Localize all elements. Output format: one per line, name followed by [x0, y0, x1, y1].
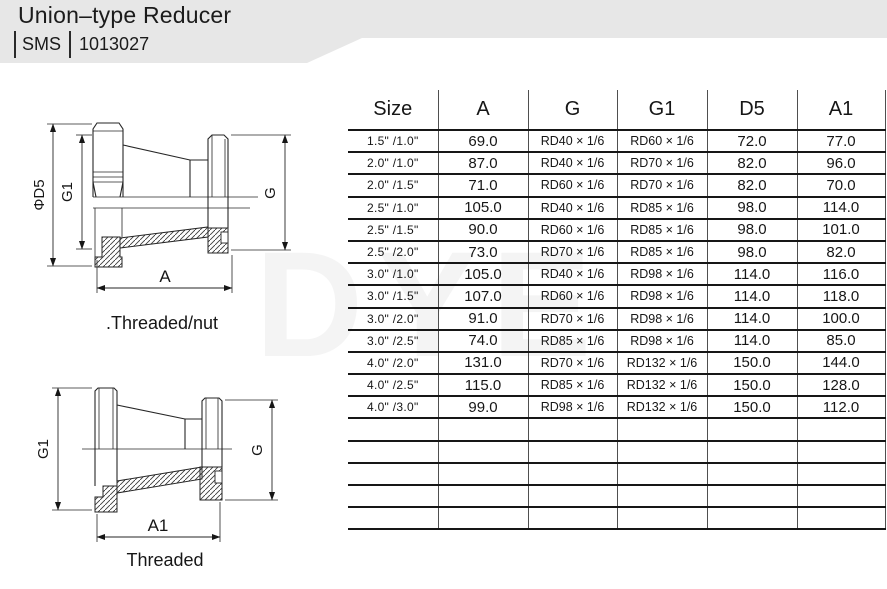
table-cell: 98.0 [707, 197, 797, 219]
table-cell [438, 418, 528, 440]
table-cell: RD40 × 1/6 [528, 197, 617, 219]
table-cell [438, 463, 528, 485]
column-header-a: A [438, 90, 528, 130]
table-cell: RD70 × 1/6 [617, 152, 707, 174]
table-cell [348, 418, 438, 440]
table-cell: RD85 × 1/6 [528, 374, 617, 396]
page-title: Union–type Reducer [18, 2, 232, 28]
table-cell [617, 463, 707, 485]
table-row [348, 263, 885, 285]
column-header-a1: A1 [797, 90, 885, 130]
table-cell: RD132 × 1/6 [617, 352, 707, 374]
reducer-body-outline [117, 398, 222, 467]
table-cell: 150.0 [707, 396, 797, 418]
table-cell: 131.0 [438, 352, 528, 374]
table-row [348, 152, 885, 174]
table-cell: 71.0 [438, 174, 528, 196]
table-row [348, 174, 885, 196]
drawing-threaded-nut [0, 105, 340, 340]
table-cell: 3.0" /1.5" [348, 285, 438, 307]
table-row [348, 418, 885, 440]
table-cell: 114.0 [707, 308, 797, 330]
table-cell [707, 507, 797, 529]
table-cell: 96.0 [797, 152, 885, 174]
table-row [348, 463, 885, 485]
table-cell: RD132 × 1/6 [617, 396, 707, 418]
table-row [348, 130, 885, 152]
table-cell: RD70 × 1/6 [528, 352, 617, 374]
table-row [348, 374, 885, 396]
table-cell [617, 485, 707, 507]
table-cell: RD60 × 1/6 [617, 130, 707, 152]
table-cell [707, 463, 797, 485]
table-cell: RD60 × 1/6 [528, 285, 617, 307]
table-cell [528, 418, 617, 440]
table-cell: 69.0 [438, 130, 528, 152]
table-row [348, 485, 885, 507]
table-cell: 82.0 [797, 241, 885, 263]
column-header-size: Size [348, 90, 438, 130]
table-cell [617, 418, 707, 440]
standard-number: 1013027 [79, 33, 150, 54]
table-cell [707, 418, 797, 440]
spec-table [348, 90, 886, 530]
table-cell: 2.5" /1.0" [348, 197, 438, 219]
table-cell: RD132 × 1/6 [617, 374, 707, 396]
table-cell: 87.0 [438, 152, 528, 174]
table-cell: RD98 × 1/6 [617, 285, 707, 307]
table-cell: 2.5" /2.0" [348, 241, 438, 263]
table-cell [528, 507, 617, 529]
table-cell: 2.0" /1.5" [348, 174, 438, 196]
table-cell: 100.0 [797, 308, 885, 330]
table-cell [438, 441, 528, 463]
table-cell: 116.0 [797, 263, 885, 285]
table-cell [797, 485, 885, 507]
table-cell: 91.0 [438, 308, 528, 330]
table-row [348, 285, 885, 307]
table-cell: 90.0 [438, 219, 528, 241]
table-cell: 105.0 [438, 263, 528, 285]
table-header-row [348, 90, 885, 130]
table-row [348, 197, 885, 219]
table-cell: 70.0 [797, 174, 885, 196]
table-cell: 3.0" /2.5" [348, 330, 438, 352]
table-row [348, 352, 885, 374]
table-row [348, 396, 885, 418]
table-cell: 107.0 [438, 285, 528, 307]
table-cell: 105.0 [438, 197, 528, 219]
table-row [348, 330, 885, 352]
table-cell: RD98 × 1/6 [617, 330, 707, 352]
table-cell [438, 507, 528, 529]
drawing-caption-threaded-nut: .Threaded/nut [105, 313, 219, 333]
table-cell [617, 441, 707, 463]
table-cell: 144.0 [797, 352, 885, 374]
section-hatching [95, 467, 222, 512]
union-nut-outline [93, 123, 123, 197]
table-cell: 150.0 [707, 374, 797, 396]
g1-label: G1 [35, 438, 52, 460]
spec-table-body [348, 130, 885, 529]
table-cell: 4.0" /2.0" [348, 352, 438, 374]
standard-code-row [14, 30, 149, 58]
table-cell: 82.0 [707, 174, 797, 196]
table-cell: 98.0 [707, 241, 797, 263]
table-cell: 2.5" /1.5" [348, 219, 438, 241]
table-row [348, 308, 885, 330]
a-label: A [159, 267, 171, 286]
table-cell: 1.5" /1.0" [348, 130, 438, 152]
g-label: G [262, 187, 279, 199]
table-cell [707, 441, 797, 463]
table-cell [348, 463, 438, 485]
table-cell: 77.0 [797, 130, 885, 152]
g-label: G [249, 444, 266, 456]
table-cell: 114.0 [707, 330, 797, 352]
table-cell: RD60 × 1/6 [528, 219, 617, 241]
table-cell: 128.0 [797, 374, 885, 396]
table-cell: 85.0 [797, 330, 885, 352]
table-cell: RD40 × 1/6 [528, 152, 617, 174]
table-cell [348, 441, 438, 463]
table-cell: RD70 × 1/6 [528, 308, 617, 330]
table-cell: 99.0 [438, 396, 528, 418]
table-cell [797, 441, 885, 463]
table-cell: 4.0" /2.5" [348, 374, 438, 396]
table-row [348, 219, 885, 241]
g1-label: G1 [59, 181, 76, 203]
table-cell: RD70 × 1/6 [528, 241, 617, 263]
section-hatching [95, 227, 228, 267]
table-cell: RD70 × 1/6 [617, 174, 707, 196]
table-row [348, 441, 885, 463]
table-cell: 112.0 [797, 396, 885, 418]
table-cell [797, 463, 885, 485]
table-cell [797, 507, 885, 529]
table-cell: 101.0 [797, 219, 885, 241]
column-header-g1: G1 [617, 90, 707, 130]
table-cell: 82.0 [707, 152, 797, 174]
table-cell: RD85 × 1/6 [617, 241, 707, 263]
table-cell [528, 485, 617, 507]
table-cell: RD40 × 1/6 [528, 263, 617, 285]
reducer-body-outline [123, 135, 228, 228]
dimension-g [225, 400, 278, 500]
table-cell [707, 485, 797, 507]
dimension-g [231, 135, 291, 250]
left-ferrule-outline [95, 388, 117, 486]
table-cell: 73.0 [438, 241, 528, 263]
table-cell: RD85 × 1/6 [617, 219, 707, 241]
table-cell [438, 485, 528, 507]
drawing-caption-threaded: Threaded [126, 550, 204, 570]
dimension-g1 [59, 135, 92, 249]
standard-label: SMS [22, 33, 62, 54]
table-cell: 72.0 [707, 130, 797, 152]
table-cell: 150.0 [707, 352, 797, 374]
table-cell: 115.0 [438, 374, 528, 396]
table-cell: RD85 × 1/6 [617, 197, 707, 219]
table-row [348, 507, 885, 529]
table-cell: RD98 × 1/6 [617, 308, 707, 330]
table-cell: RD60 × 1/6 [528, 174, 617, 196]
drawing-threaded [0, 355, 340, 589]
table-cell: 74.0 [438, 330, 528, 352]
table-cell: 3.0" /1.0" [348, 263, 438, 285]
table-cell: RD98 × 1/6 [528, 396, 617, 418]
table-cell: 114.0 [797, 197, 885, 219]
table-cell [617, 507, 707, 529]
table-cell: 3.0" /2.0" [348, 308, 438, 330]
d5-label: ΦD5 [31, 179, 48, 211]
table-cell: 114.0 [707, 263, 797, 285]
column-header-g: G [528, 90, 617, 130]
table-cell [528, 441, 617, 463]
table-cell [348, 485, 438, 507]
table-row [348, 241, 885, 263]
a1-label: A1 [147, 516, 169, 535]
table-cell: 118.0 [797, 285, 885, 307]
table-cell: RD40 × 1/6 [528, 130, 617, 152]
table-cell [528, 463, 617, 485]
table-cell: RD85 × 1/6 [528, 330, 617, 352]
column-header-d5: D5 [707, 90, 797, 130]
table-cell: 114.0 [707, 285, 797, 307]
table-cell: 2.0" /1.0" [348, 152, 438, 174]
table-cell: 98.0 [707, 219, 797, 241]
table-cell [348, 507, 438, 529]
table-cell: 4.0" /3.0" [348, 396, 438, 418]
table-cell: RD98 × 1/6 [617, 263, 707, 285]
table-cell [797, 418, 885, 440]
